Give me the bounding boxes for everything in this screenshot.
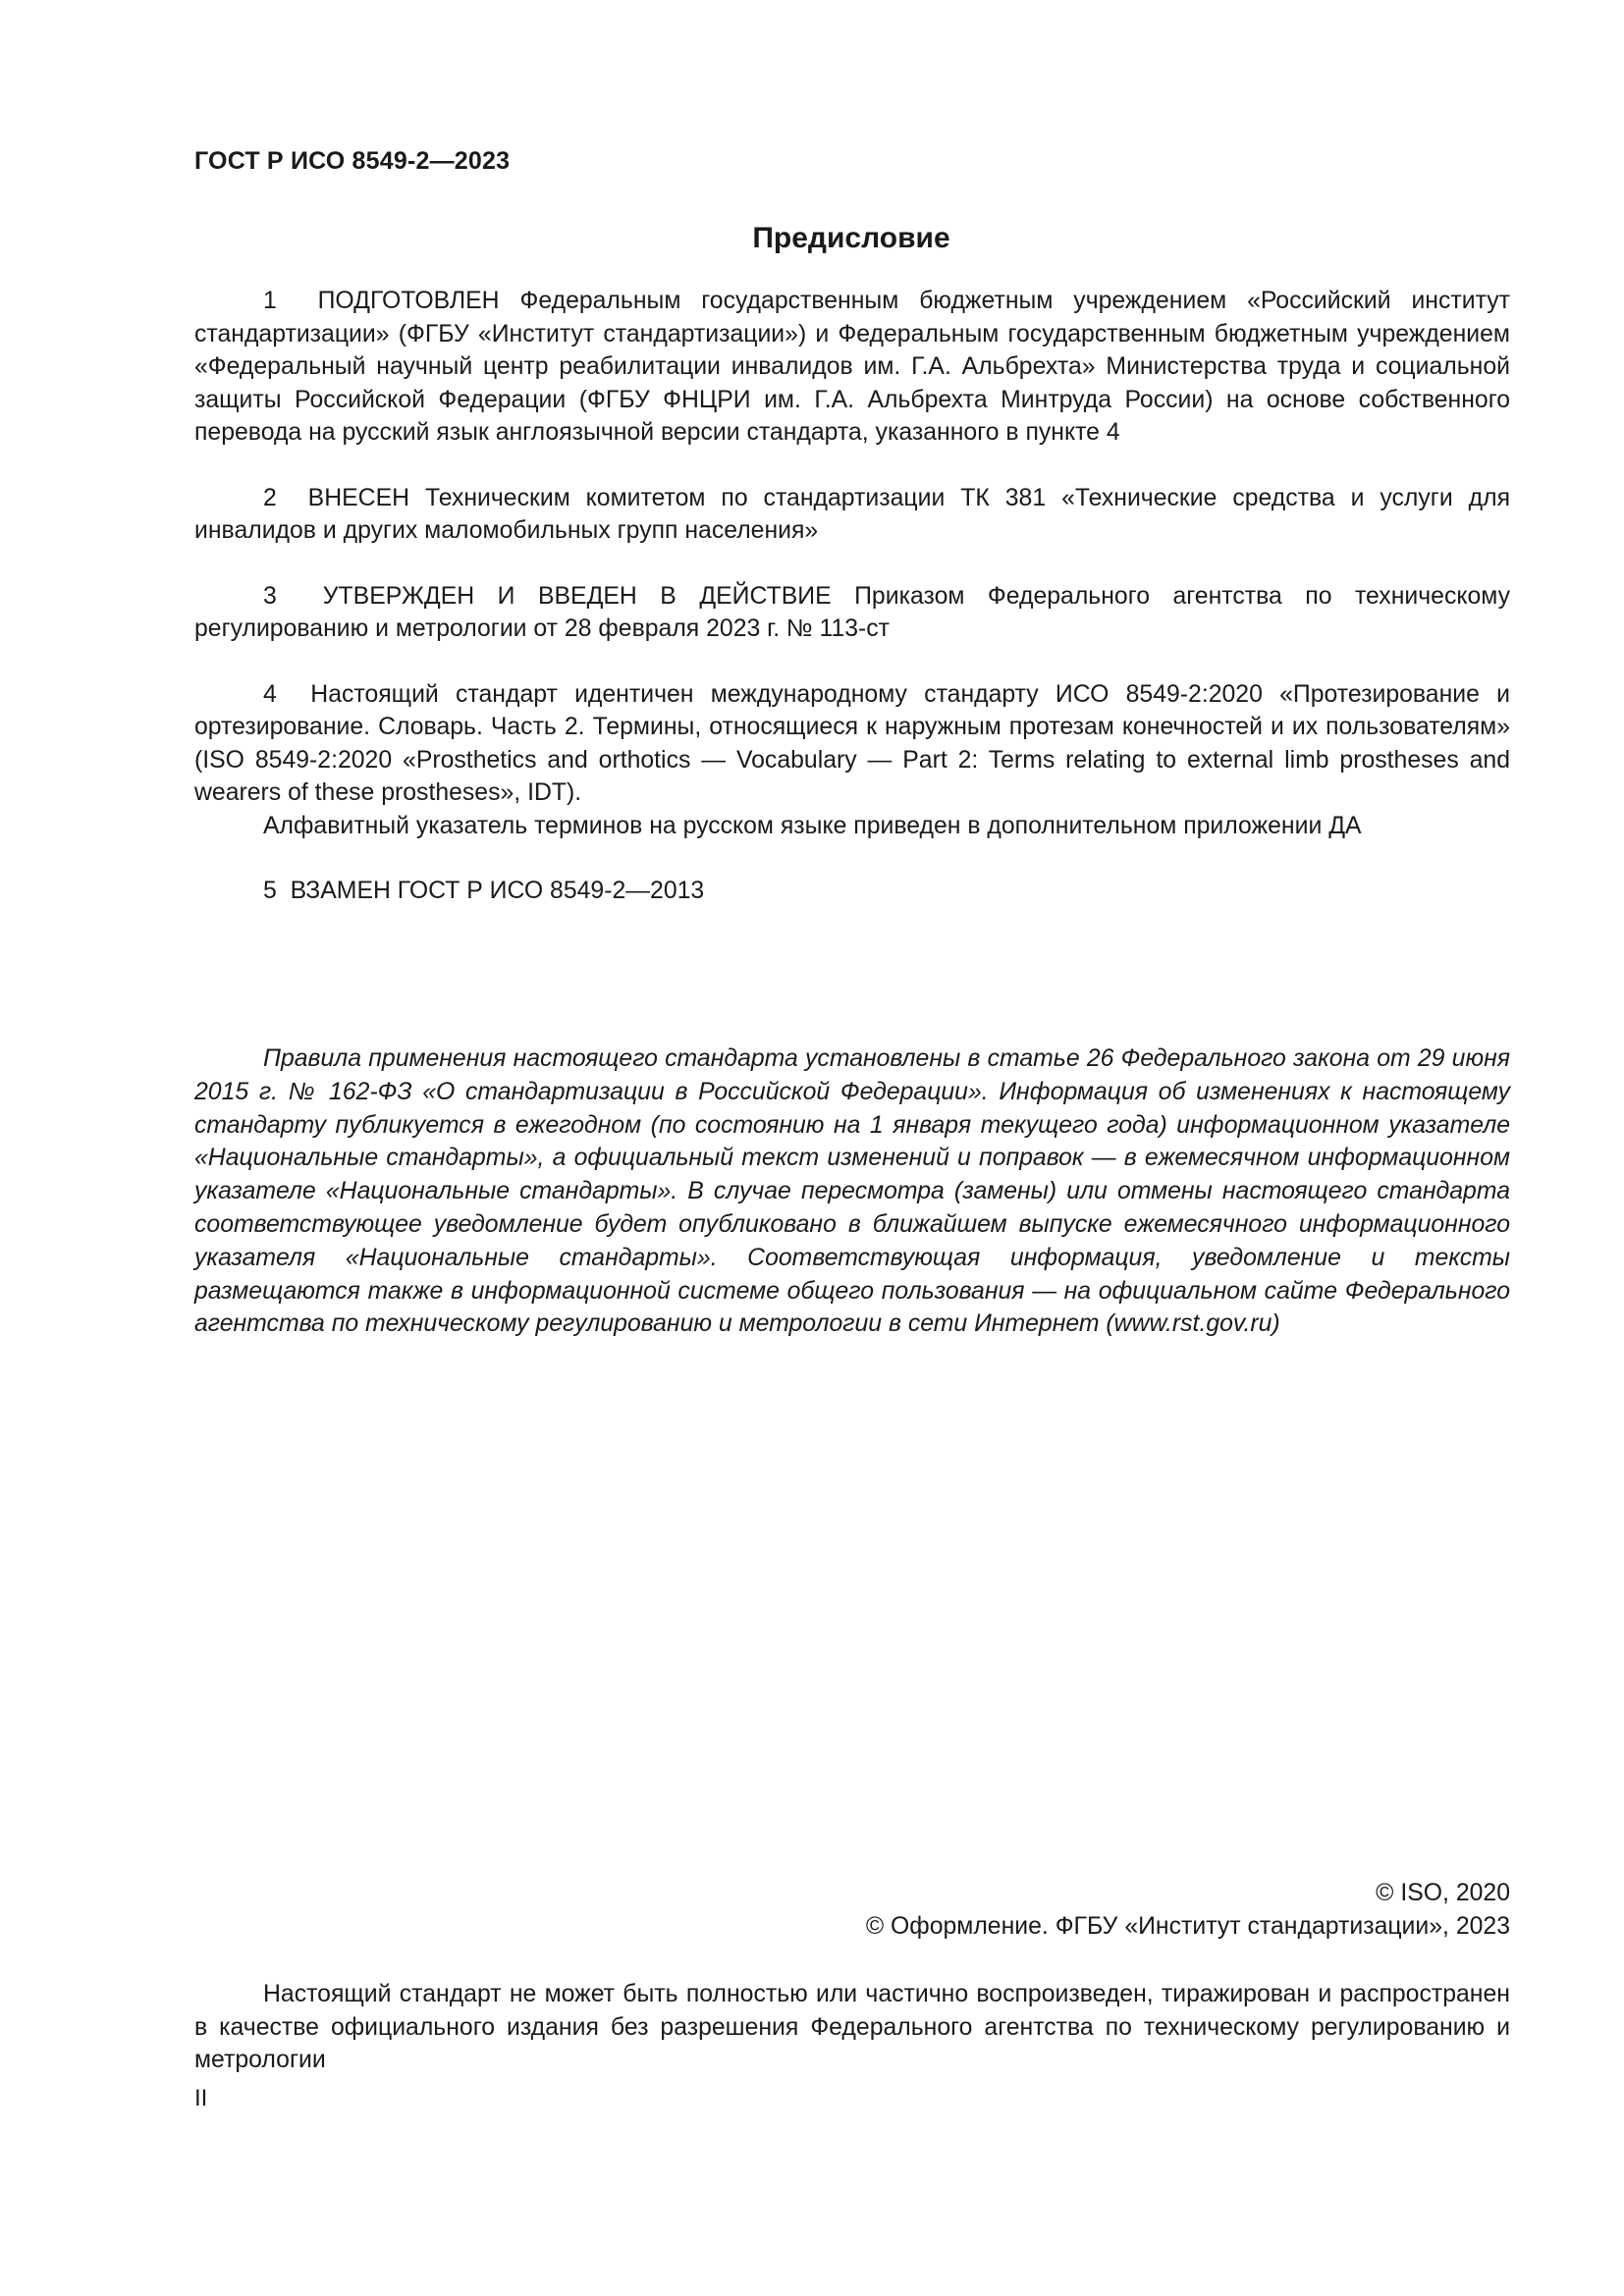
foreword-item-1 [194, 285, 1510, 450]
page-title: Предисловие [752, 222, 950, 254]
application-rules-notice: Правила применения настоящего стандарта установлены в статье 26 Федерального закона от 29 июня 2015 г. № 162-ФЗ «О стандартизации в Российской Федерации». Информация об изменениях к настоящему стандарту публикуется в ежегодном (по состоянию на 1 января текущего года) информационном указателе «Национальные стандарты», а официальный текст изменений и поправок — в ежемесячном информационном указателе «Национальные стандарты». В случае пересмотра (замены) или отмены настоящего стандарта соответствующее уведомление будет опубликовано в ближайшем выпуске ежемесячного информационного указателя «Национальные стандарты». Соответствующая информация, уведомление и тексты размещаются также в информационной системе общего пользования — на официальном сайте Федерального агентства по техническому регулированию и метрологии в сети Интернет (www.rst.gov.ru) [194, 1045, 1510, 1338]
item-text: ВНЕСЕН Техническим комитетом по стандартизации ТК 381 «Технические средства и услуги для инвалидов и других маломобильных групп населения» [194, 484, 1510, 544]
foreword-items [194, 285, 1510, 908]
standard-code-header: ГОСТ Р ИСО 8549-2—2023 [194, 147, 511, 175]
foreword-item-4 [194, 678, 1510, 810]
item-number: 1 [263, 288, 277, 314]
iso-copyright: © ISO, 2020 [1376, 1880, 1510, 1906]
foreword-item-3 [194, 580, 1510, 646]
item-text: ПОДГОТОВЛЕН Федеральным государственным бюджетным учреждением «Российский институт стандартизации» (ФГБУ «Институт стандартизации») и Федеральным государственным бюджетным учреждением «Федеральный научный центр реабилитации инвалидов им. Г.А. Альбрехта» Министерства труда и социальной защиты Российской Федерации (ФГБУ ФНЦРИ им. Г.А. Альбрехта Минтруда России) на основе собственного перевода на русский язык англоязычной версии стандарта, указанного в пункте 4 [194, 288, 1510, 446]
item-number: 4 [263, 680, 277, 708]
copyright-block [866, 1877, 1510, 1944]
reproduction-notice: Настоящий стандарт не может быть полностью или частично воспроизведен, тиражирован и распространен в качестве официального издания без разрешения Федерального агентства по техническому регулированию и метрологии [194, 1981, 1510, 2073]
foreword-item-4-index-note: Алфавитный указатель терминов на русском языке приведен в дополнительном приложении ДА [263, 812, 1362, 839]
page-number: II [194, 2085, 208, 2111]
item-number: 3 [263, 582, 277, 610]
item-text: Настоящий стандарт идентичен международному стандарту ИСО 8549-2:2020 «Протезирование и ортезирование. Словарь. Часть 2. Термины, относящиеся к наружным протезам конечностей и их пользователям» (ISO 8549-2:2020 «Prosthetics and orthotics — Vocabulary — Part 2: Terms relating to external limb prostheses and wearers of these prostheses», IDT). [194, 680, 1511, 806]
item-text: УТВЕРЖДЕН И ВВЕДЕН В ДЕЙСТВИЕ Приказом Федерального агентства по техническому регулированию и метрологии от 28 февраля 2023 г. № 113-ст [194, 582, 1511, 642]
foreword-item-2 [194, 482, 1510, 548]
item-number: 5 [263, 878, 277, 904]
design-copyright: © Оформление. ФГБУ «Институт стандартизации», 2023 [865, 1913, 1510, 1940]
foreword-item-5 [194, 875, 1510, 908]
item-text: ВЗАМЕН ГОСТ Р ИСО 8549-2—2013 [290, 878, 705, 904]
item-number: 2 [263, 484, 277, 511]
